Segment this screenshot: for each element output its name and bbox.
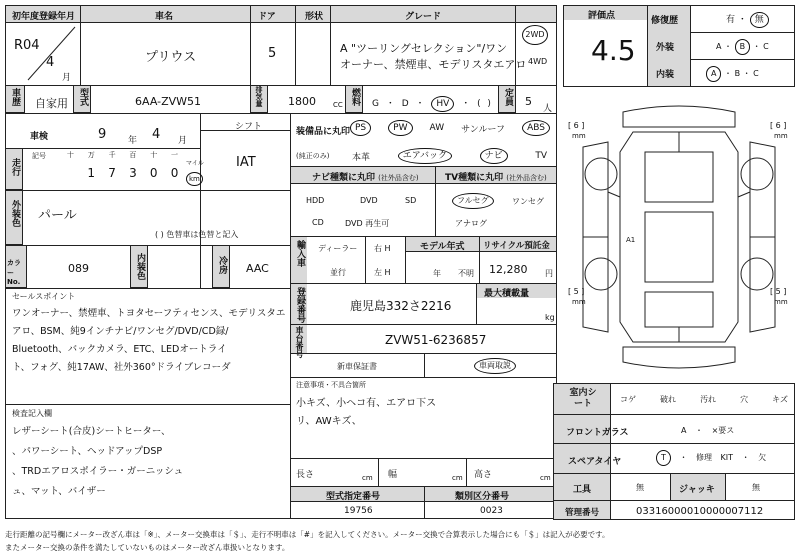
shift-value: IAT <box>236 155 256 170</box>
type-num-value: 19756 <box>344 506 373 516</box>
shift-label: シフト <box>235 122 263 132</box>
navi-hdd: HDD <box>306 196 325 205</box>
fuel-hv-circled: HV <box>431 96 454 112</box>
model-year-label: モデル年式 <box>420 242 465 252</box>
dim-length-label: 長さ <box>296 470 315 480</box>
score-value: 4.5 <box>591 34 636 67</box>
navi-dvd: DVD <box>360 196 378 205</box>
tv-oneseg: ワンセグ <box>512 197 544 206</box>
damage-mark-a1: A1 <box>626 236 636 244</box>
reg-month: 4 <box>46 55 55 70</box>
fuel-options: G ・ D ・ HV ・ ( ) <box>372 96 491 112</box>
glass-options: A ・ ×要ス <box>681 426 735 435</box>
type-num-label: 型式指定番号 <box>326 492 381 502</box>
tv-analog: アナログ <box>455 219 487 228</box>
tread-rr: [ 5 ] <box>770 287 787 296</box>
tread-lf-unit: mm <box>572 132 586 140</box>
tv-title: TV種類に丸印 (社外品含む) <box>445 173 547 183</box>
usage-value: 自家用 <box>35 97 68 110</box>
equip-pw: PW <box>388 120 412 136</box>
shape-label: 形状 <box>305 12 324 22</box>
mileage-unit-label: マイル <box>186 160 204 167</box>
equipment-row2 <box>352 148 547 164</box>
tread-lr: [ 5 ] <box>568 287 585 296</box>
tools-value: 無 <box>636 483 644 492</box>
door-count: 5 <box>268 46 277 61</box>
mileage-digits: 1 7 3 0 0 <box>87 166 179 180</box>
equip-airbag: エアバック <box>398 148 452 164</box>
sales-line-2: アロ、BSM、純9インチナビ/ワンセグ/DVD/CD録/ <box>12 326 229 337</box>
interior-options: A ・ B ・ C <box>706 66 759 82</box>
drive-2wd: 2WD <box>522 25 548 45</box>
plate-label: 登録番号 <box>295 287 305 323</box>
jack-label: ジャッキ <box>679 485 715 495</box>
model-year-unknown: 不明 <box>458 269 474 278</box>
inspector-line-1: レザーシート(合皮)シートヒーター、 <box>12 426 171 437</box>
drive-4wd: 4WD <box>528 57 548 66</box>
reg-divider-line <box>20 25 80 83</box>
dim-length-unit: cm <box>362 474 373 482</box>
class-num-value: 0023 <box>480 506 503 516</box>
color-note: ( ) 色替車は色替と記入 <box>155 230 239 239</box>
equipment-sub: (純正のみ) <box>296 152 330 160</box>
sales-line-1: ワンオーナー、禁煙車、トヨタセーフティセンス、モデリスタエ <box>12 308 286 319</box>
max-load-unit: kg <box>545 313 555 322</box>
equip-abs: ABS <box>522 120 550 136</box>
grade-line1: A "ツーリングセレクション"/ワン <box>340 42 508 55</box>
equip-ps: PS <box>350 120 371 136</box>
inspector-line-4: ュ、マット、バイザー <box>12 486 106 497</box>
usage-label: 車歴 <box>10 88 20 106</box>
import-lh: 左 H <box>374 268 391 277</box>
fuel-label: 燃料 <box>350 88 360 106</box>
capacity-unit: 人 <box>543 104 553 114</box>
cooler-value: AAC <box>246 262 269 275</box>
grade-line2: オーナー、禁煙車、モデリスタエアロ <box>340 58 527 71</box>
navi-cd: CD <box>312 218 324 227</box>
warranty-new-car: 新車保証書 <box>337 362 377 371</box>
repair-none-circled: 無 <box>750 12 769 28</box>
inspection-month-unit: 月 <box>178 136 188 146</box>
control-no-value: 03316000010000007112 <box>636 506 764 517</box>
color-no-value: 089 <box>68 262 89 275</box>
navi-dvd-play: DVD 再生可 <box>345 219 390 228</box>
recycle-value: 12,280 <box>489 263 528 276</box>
seat-label: 室内シート <box>569 388 597 409</box>
equip-navi: ナビ <box>480 148 508 164</box>
equipment-row1 <box>350 120 550 136</box>
max-load-label: 最大積載量 <box>484 289 530 299</box>
notes-lines <box>296 395 436 431</box>
tread-rr-unit: mm <box>774 298 788 306</box>
car-name-label: 車名 <box>155 12 174 22</box>
warranty-manual: 車両取説 <box>474 358 516 374</box>
chassis-value: ZVW51-6236857 <box>385 333 487 347</box>
mileage-km-circled: km <box>186 172 203 186</box>
chassis-label: 車台番号 <box>295 326 304 358</box>
model-year-unit: 年 <box>433 269 441 278</box>
inspector-line-3: 、TRDエアロスポイラー・ガーニッシュ <box>12 466 184 477</box>
tread-lr-unit: mm <box>572 298 586 306</box>
class-num-label: 類別区分番号 <box>455 492 510 502</box>
displacement-unit: CC <box>333 101 343 109</box>
mileage-mark-label: 記号 <box>32 152 46 160</box>
sales-points-label: セールスポイント <box>12 292 76 301</box>
control-no-label: 管理番号 <box>565 508 600 518</box>
recycle-label: リサイクル預託金 <box>483 241 550 251</box>
mileage-unit-row: 十 万 千 百 十 一 <box>66 151 179 159</box>
interior-label: 内装 <box>656 70 675 80</box>
sales-line-4: ト、フォグ、純17AW、社外360°ドライブレコーダ <box>12 362 231 373</box>
spare-options: T ・ 修理 KIT ・ 欠 <box>656 450 766 466</box>
exterior-options: A ・ B ・ C <box>716 39 769 55</box>
jack-value: 無 <box>752 483 760 492</box>
tv-fullseg: フルセグ <box>452 193 494 209</box>
import-dealer: ディーラー <box>318 244 358 253</box>
reg-year: R04 <box>14 38 40 53</box>
seat-options: コゲ 破れ 汚れ 穴 キズ <box>620 395 788 404</box>
notes-line-1: 小キズ、小ヘコ有、エアロ下ス <box>296 398 437 409</box>
import-rh: 右 H <box>374 244 391 253</box>
capacity-value: 5 <box>525 95 532 108</box>
model-type-value: 6AA-ZVW51 <box>135 95 202 108</box>
glass-label: フロントガラス <box>566 428 629 438</box>
interior-a-circled: A <box>706 66 721 82</box>
displacement-value: 1800 <box>288 95 316 108</box>
score-label: 評価点 <box>588 11 616 21</box>
equip-tv: TV <box>535 151 547 161</box>
dim-height-label: 高さ <box>474 470 493 480</box>
navi-sd: SD <box>405 196 417 205</box>
color-no-label: カラーNo. <box>7 259 21 286</box>
color-value: パール <box>38 208 77 223</box>
recycle-unit: 円 <box>545 269 553 278</box>
equip-sunroof: サンルーフ <box>461 124 506 135</box>
import-parallel: 並行 <box>330 268 346 277</box>
dim-width-unit: cm <box>452 474 463 482</box>
equip-leather: 本革 <box>352 152 371 163</box>
footer-line-1: 走行距離の記号欄にメーター改ざん車は「※」、メーター交換車は「＄」、走行不明車は「#」を記入してください。メーター交換で合算表示した場合にも「＄」は記入が必要です。 <box>5 530 610 539</box>
cooler-label: 冷房 <box>217 256 227 274</box>
plate-value: 鹿児島332さ2216 <box>350 299 452 313</box>
notes-line-2: リ、AWキズ、 <box>296 416 362 427</box>
exterior-label: 外装 <box>656 43 675 53</box>
first-reg-label: 初年度登録年月 <box>12 12 76 22</box>
repair-label: 修復歴 <box>651 16 679 26</box>
inspector-notes <box>12 422 183 502</box>
tread-lf: [ 6 ] <box>568 121 585 130</box>
sales-points <box>12 305 285 377</box>
notes-label: 注意事項・不具合箇所 <box>296 381 366 389</box>
inspector-line-2: 、パワーシート、ヘッドアップDSP <box>12 446 163 457</box>
inspection-year: 9 <box>98 127 107 142</box>
interior-color-label: 内装色 <box>135 253 145 280</box>
dim-width-label: 幅 <box>388 470 398 480</box>
exterior-b-circled: B <box>735 39 751 55</box>
color-label: 外装色 <box>10 200 20 227</box>
repair-options: 有 ・ 無 <box>726 12 769 28</box>
sales-line-3: Bluetooth、バックカメラ、ETC、LEDオートライ <box>12 344 227 355</box>
equip-aw: AW <box>429 123 445 133</box>
capacity-label: 定員 <box>503 88 513 106</box>
reg-month-unit: 月 <box>62 73 72 83</box>
tread-rf-unit: mm <box>774 132 788 140</box>
door-label: ドア <box>258 12 276 22</box>
inspection-year-unit: 年 <box>128 136 138 146</box>
inspector-label: 検査記入欄 <box>12 409 52 418</box>
footer-line-2: またメーター交換の条件を満たしていないものはメーター改ざん車扱いとなります。 <box>5 543 290 552</box>
tools-label: 工具 <box>573 485 592 495</box>
tread-rf: [ 6 ] <box>770 121 787 130</box>
inspection-label: 車検 <box>30 132 49 142</box>
import-label: 輸入車 <box>295 240 305 267</box>
car-name: プリウス <box>145 50 197 65</box>
spare-t-circled: T <box>656 450 671 466</box>
grade-label: グレード <box>405 12 442 22</box>
displacement-label: 排気量 <box>255 86 263 107</box>
inspection-month: 4 <box>152 127 161 142</box>
dim-height-unit: cm <box>540 474 551 482</box>
header-row <box>5 5 557 23</box>
car-damage-diagram <box>563 92 795 378</box>
spare-label: スペアタイヤ <box>568 457 622 467</box>
model-type-label: 型式 <box>78 88 88 106</box>
equipment-label: 装備品に丸印 <box>296 127 351 137</box>
navi-title: ナビ種類に丸印 (社外品含む) <box>312 173 419 183</box>
mileage-label: 走行 <box>10 158 20 176</box>
